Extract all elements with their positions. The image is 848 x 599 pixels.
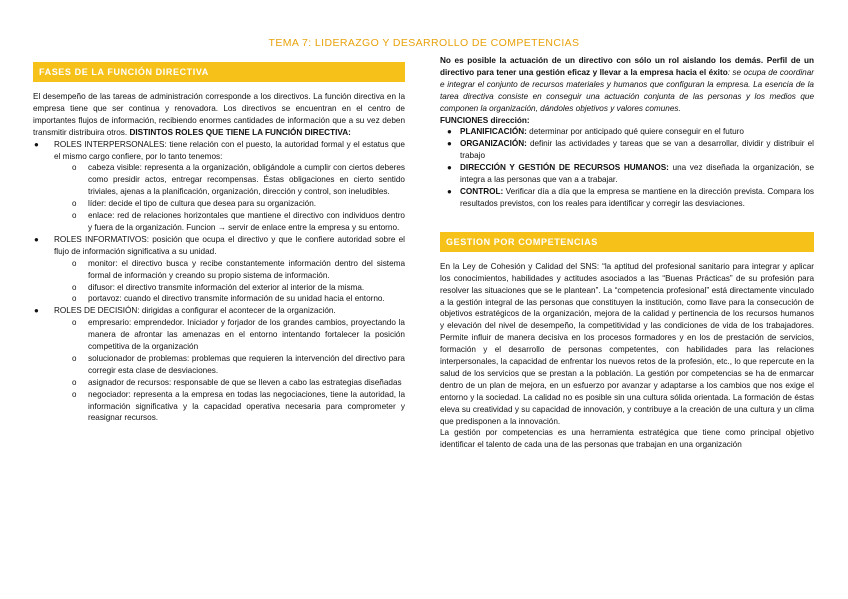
section-heading-competencias: GESTION POR COMPETENCIAS bbox=[440, 232, 814, 252]
right-intro-bold: No es posible la actuación de un directivo con sólo un rol aislando los demás. Perfil de un directivo para tener una gestión eficaz y llevar a la empresa hacia el éxito bbox=[440, 56, 814, 77]
role-sublist bbox=[54, 317, 405, 424]
function-text: una vez diseñada la organización, se integra a las personas que van a a trabajar. bbox=[460, 163, 814, 185]
function-text: Verificar día a día que la empresa se mantiene en la dirección prevista. Compara los resultados previstos, con los reales para identificar y corregir las desviaciones. bbox=[460, 186, 814, 208]
bullet-circle-icon: o bbox=[72, 163, 77, 173]
bullet-dot-icon: ● bbox=[34, 306, 39, 316]
functions-label: FUNCIONES dirección: bbox=[440, 115, 530, 125]
role-subitem-text: solucionador de problemas: problemas que requieren la intervención del directivo para corregir esta clase de desviaciones. bbox=[88, 353, 405, 375]
function-title: CONTROL: bbox=[460, 186, 504, 196]
functions-list bbox=[440, 126, 814, 209]
roles-list bbox=[33, 139, 405, 425]
role-item bbox=[33, 234, 405, 305]
bullet-circle-icon: o bbox=[72, 377, 77, 387]
role-subitem-text: empresario: emprendedor. Iniciador y forjador de los grandes cambios, proyectando la manera de afrontar las amenazas en el entorno intentando fortalecer la posición competitiva de la organización bbox=[88, 318, 405, 352]
bullet-circle-icon: o bbox=[72, 389, 77, 399]
intro-bold-text: DISTINTOS ROLES QUE TIENE LA FUNCIÓN DIRECTIVA: bbox=[129, 127, 351, 137]
bullet-dot-icon: ● bbox=[447, 163, 452, 173]
role-subitem-text: portavoz: cuando el directivo transmite información de su unidad hacia el entorno. bbox=[88, 294, 385, 304]
role-subitem bbox=[54, 317, 405, 353]
role-subitem-text: enlace: red de relaciones horizontales que mantiene el directivo con individuos dentro y fuera de la organización. Funcion → servir de enlace entre la empresa y su entorno. bbox=[88, 211, 405, 232]
function-text: determinar por anticipado qué quiere conseguir en el futuro bbox=[526, 127, 744, 137]
role-subitem-text: negociador: representa a la empresa en todas las negociaciones, tiene la autoridad, la información significativa y la capacidad operativa necesaria para comprometer y reasignar recursos. bbox=[88, 389, 405, 423]
bullet-circle-icon: o bbox=[72, 199, 77, 209]
bullet-circle-icon: o bbox=[72, 318, 77, 328]
role-subitem-text: difusor: el directivo transmite información del exterior al interior de la misma. bbox=[88, 282, 365, 292]
role-text: tiene relación con el puesto, la autoridad formal y el estatus que el mismo cargo confiere, por lo tanto tenemos: bbox=[54, 139, 405, 161]
role-subitem bbox=[54, 210, 405, 234]
role-subitem bbox=[54, 353, 405, 377]
role-item bbox=[33, 139, 405, 234]
function-title: ORGANIZACIÓN: bbox=[460, 139, 527, 149]
function-title: DIRECCIÓN Y GESTIÓN DE RECURSOS HUMANOS: bbox=[460, 163, 669, 173]
role-sublist bbox=[54, 162, 405, 233]
bullet-dot-icon: ● bbox=[447, 186, 452, 196]
right-column bbox=[440, 55, 814, 451]
function-item bbox=[440, 138, 814, 162]
section-heading-fases: FASES DE LA FUNCIÓN DIRECTIVA bbox=[33, 62, 405, 82]
role-subitem-text: monitor: el directivo busca y recibe constantemente información dentro del sistema formal de información y creando su propio sistema de información. bbox=[88, 258, 405, 280]
bullet-circle-icon: o bbox=[72, 353, 77, 363]
right-intro-paragraph bbox=[440, 55, 814, 115]
role-title: ROLES INTERPERSONALES: bbox=[54, 139, 167, 149]
role-subitem bbox=[54, 198, 405, 210]
role-sublist bbox=[54, 258, 405, 306]
role-subitem bbox=[54, 293, 405, 305]
function-item bbox=[440, 186, 814, 210]
role-subitem bbox=[54, 389, 405, 425]
bullet-dot-icon: ● bbox=[34, 139, 39, 149]
function-item bbox=[440, 162, 814, 186]
role-subitem bbox=[54, 258, 405, 282]
role-subitem-text: líder: decide el tipo de cultura que desea para su organización. bbox=[88, 199, 317, 209]
role-subitem bbox=[54, 282, 405, 294]
role-subitem bbox=[54, 377, 405, 389]
left-column bbox=[33, 62, 405, 424]
bullet-circle-icon: o bbox=[72, 211, 77, 221]
bullet-circle-icon: o bbox=[72, 294, 77, 304]
bullet-dot-icon: ● bbox=[447, 139, 452, 149]
role-subitem-text: cabeza visible: representa a la organización, obligándole a cumplir con ciertos deberes como presidir actos, entregar recompensas. Éstas obligaciones en cierto sentido triviales, ajenas a la planificación, organización, dirección y control, son ineludibles. bbox=[88, 163, 405, 197]
role-subitem bbox=[54, 162, 405, 198]
competencias-paragraph-2: La gestión por competencias es una herramienta estratégica que tiene como principal objetivo identificar el talento de cada una de las personas que trabajan en una organización bbox=[440, 428, 814, 450]
competencias-paragraph-1: En la Ley de Cohesión y Calidad del SNS: “la aptitud del profesional sanitario para integrar y aplicar los conocimientos, habilidades y actitudes asociados a las “Buenas Prácticas” de su profesión para resolver las situaciones que se le plantean”. La “competencia profesional” está directamente vinculado a la gestión integral de las personas que constituyen la institución, como llave para la consecución de objetivos estratégicos de la organización, mejora de la calidad y pertinencia de los recursos humanos y elevación del nivel de desempeño, la competitividad y las condiciones de vida de los trabajadores. Permite influir de manera decisiva en los procesos formadores y en los de prestación de servicios, formación y el desarrollo de personas competentes, con habilidades para las relaciones interpersonales, la capacidad de enfrentar los nuevos retos de la profesión, etc., lo que repercute en la salud de los servicios que se prestan a la población. La gestión por competencias se ha de enmarcar dentro de un plan de mejora, en un esfuerzo por avanzar y adaptarse a los cambios que nos exige el entorno y la sociedad. La calidad no es posible sin una cultura sólida orientada. La formación de éstas eleva su creatividad y su capacidad de innovación, y contribuye a la creación de una cultura y un clima que predisponen a la innovación. bbox=[440, 261, 814, 426]
role-item bbox=[33, 305, 405, 424]
bullet-circle-icon: o bbox=[72, 282, 77, 292]
role-subitem-text: asignador de recursos: responsable de que se lleven a cabo las estrategias diseñadas bbox=[88, 377, 402, 387]
role-text: posición que ocupa el directivo y que le confiere autoridad sobre el flujo de información significativa a su unidad. bbox=[54, 234, 405, 256]
bullet-dot-icon: ● bbox=[447, 127, 452, 137]
role-text: dirigidas a configurar el acontecer de la organización. bbox=[139, 306, 336, 316]
role-title: ROLES DE DECISIÓN: bbox=[54, 306, 140, 316]
function-item bbox=[440, 126, 814, 138]
role-title: ROLES INFORMATIVOS: bbox=[54, 234, 149, 244]
bullet-dot-icon: ● bbox=[34, 234, 39, 244]
function-text: definir las actividades y tareas que se van a desarrollar, dividir y distribuir el trabajo bbox=[460, 139, 814, 161]
right-intro-italic: : se ocupa de coordinar e integrar el conjunto de recursos materiales y humanos que configuran la empresa. La esencia de la tarea directiva consiste en conseguir una actuación conjunta de las personas y los medios que componen la organización, dándoles objetivos y valores comunes. bbox=[440, 67, 815, 113]
intro-paragraph bbox=[33, 91, 405, 139]
page-title: TEMA 7: LIDERAZGO Y DESARROLLO DE COMPETENCIAS bbox=[268, 37, 580, 49]
bullet-circle-icon: o bbox=[72, 258, 77, 268]
intro-text: El desempeño de las tareas de administración corresponde a los directivos. La función directiva en la empresa tiene que ser continua y renovadora. Los directivos se encuentran en el centro de importantes flujos de información, recibiendo enormes cantidades de información que a su vez deben transmitir distribuira otros. bbox=[33, 92, 405, 137]
function-title: PLANIFICACIÓN: bbox=[460, 127, 527, 137]
